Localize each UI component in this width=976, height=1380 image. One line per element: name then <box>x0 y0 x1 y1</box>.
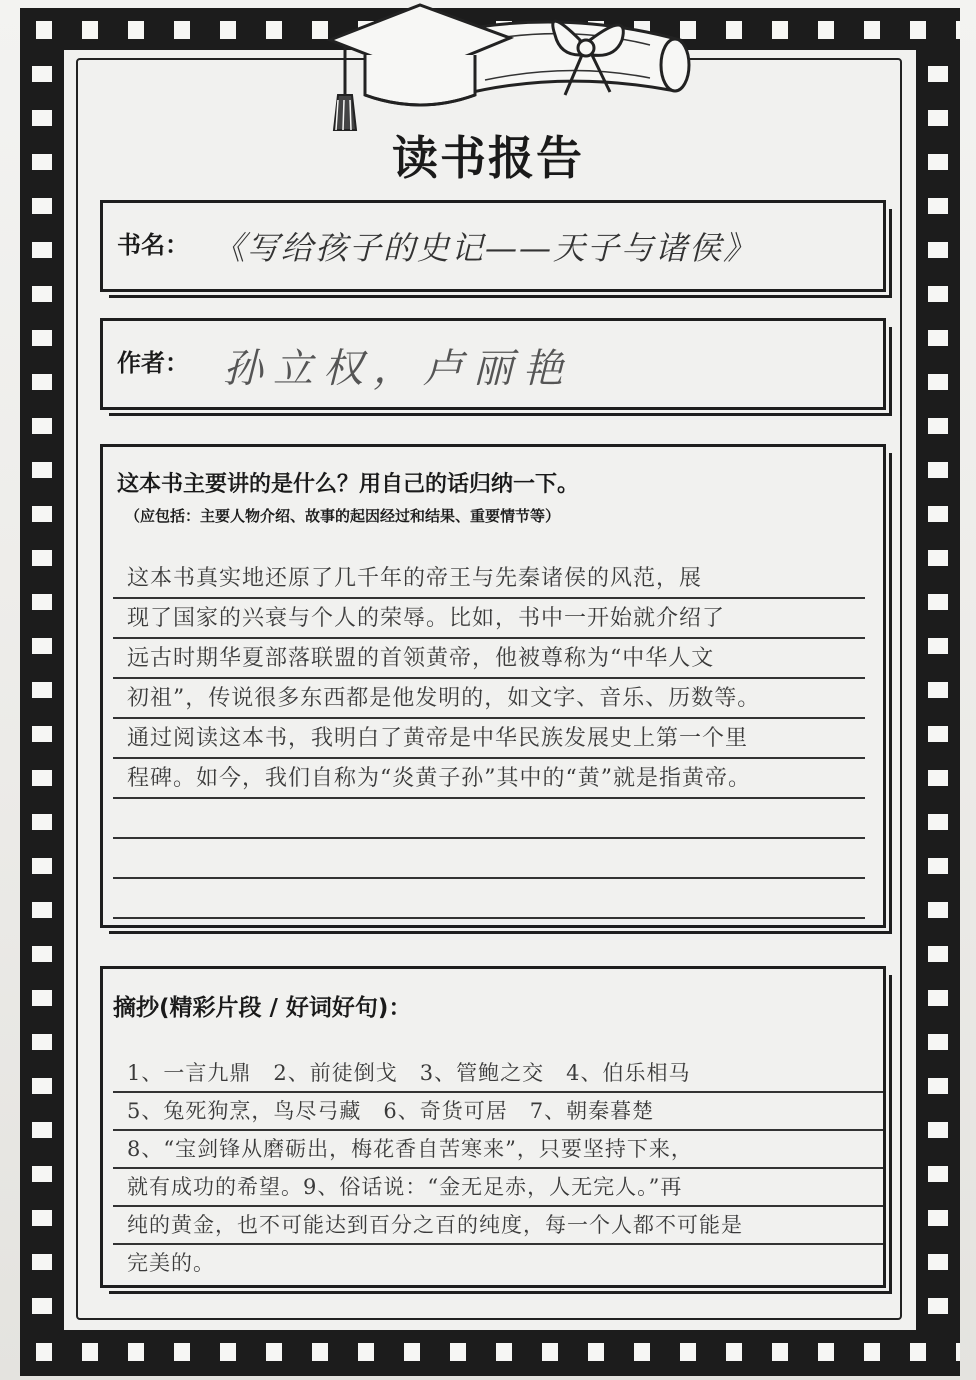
summary-hint: （应包括：主要人物介绍、故事的起因经过和结果、重要情节等） <box>125 507 561 525</box>
excerpt-line: 就有成功的希望。9、俗话说：“金无足赤，人无完人。”再 <box>113 1167 883 1207</box>
excerpt-box <box>100 966 886 1288</box>
summary-line <box>113 879 865 919</box>
graduation-cap-scroll-icon <box>310 0 710 140</box>
film-border-left <box>20 8 64 1376</box>
summary-box <box>100 444 886 928</box>
excerpt-line: 1、一言九鼎 2、前徒倒戈 3、管鲍之交 4、伯乐相马 <box>113 1053 883 1093</box>
summary-question: 这本书主要讲的是什么？用自己的话归纳一下。 <box>117 472 580 497</box>
book-title-box <box>100 200 886 292</box>
summary-lines <box>113 559 865 919</box>
excerpt-line: 5、兔死狗烹，鸟尽弓藏 6、奇货可居 7、朝秦暮楚 <box>113 1091 883 1131</box>
author-box <box>100 318 886 410</box>
page-title: 读书报告 <box>392 131 584 185</box>
author-label: 作者： <box>117 349 189 377</box>
summary-line: 远古时期华夏部落联盟的首领黄帝，他被尊称为“中华人文 <box>113 639 865 679</box>
summary-line: 程碑。如今，我们自称为“炎黄子孙”其中的“黄”就是指黄帝。 <box>113 759 865 799</box>
author-value: 孙立权，卢丽艳 <box>223 346 573 392</box>
book-title-value: 《写给孩子的史记——天子与诸侯》 <box>213 229 758 267</box>
summary-line <box>113 799 865 839</box>
excerpt-line: 完美的。 <box>127 1251 215 1275</box>
film-border-bottom <box>20 1330 960 1376</box>
film-border-right <box>916 8 960 1376</box>
summary-line: 这本书真实地还原了几千年的帝王与先秦诸侯的风范，展 <box>113 559 865 599</box>
excerpt-lines <box>113 1053 883 1293</box>
summary-line: 通过阅读这本书，我明白了黄帝是中华民族发展史上第一个里 <box>113 719 865 759</box>
book-title-label: 书名： <box>117 231 189 259</box>
summary-line: 现了国家的兴衰与个人的荣辱。比如，书中一开始就介绍了 <box>113 599 865 639</box>
summary-line <box>113 839 865 879</box>
excerpt-line: 纯的黄金，也不可能达到百分之百的纯度，每一个人都不可能是 <box>113 1205 883 1245</box>
excerpt-line: 8、“宝剑锋从磨砺出，梅花香自苦寒来”，只要坚持下来， <box>113 1129 883 1169</box>
excerpt-label: 摘抄(精彩片段 / 好词好句)： <box>113 995 412 1021</box>
summary-line: 初祖”，传说很多东西都是他发明的，如文字、音乐、历数等。 <box>113 679 865 719</box>
